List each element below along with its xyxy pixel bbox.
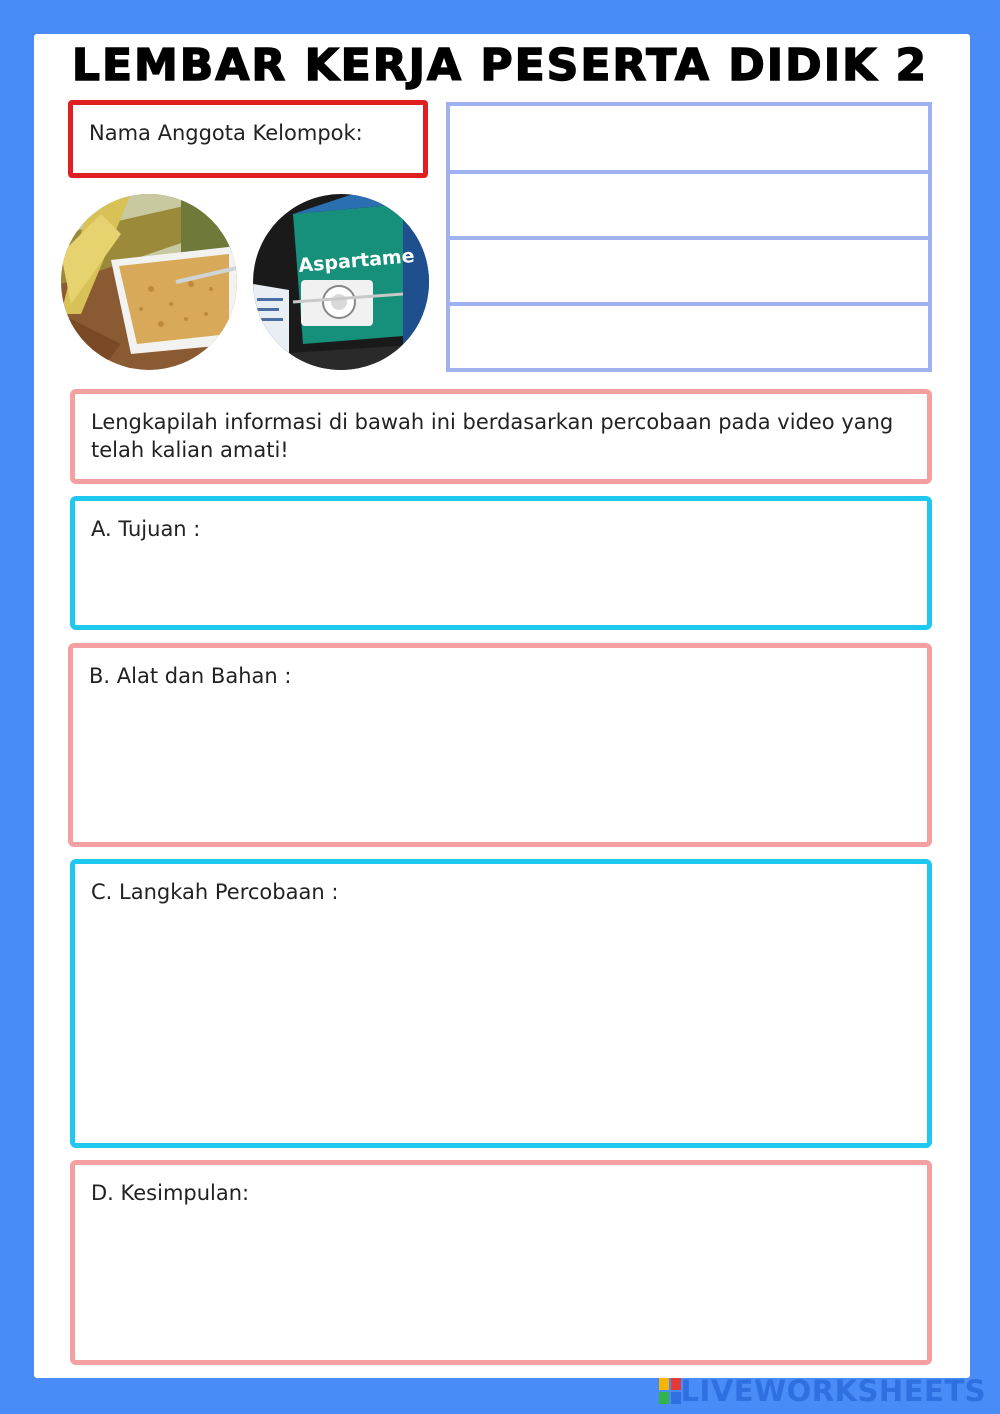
- member-name-field-2[interactable]: [460, 176, 924, 234]
- conclusion-answer-field[interactable]: [89, 1213, 913, 1348]
- aspartame-image: [253, 194, 429, 370]
- group-members-label: Nama Anggota Kelompok:: [89, 121, 363, 145]
- divider: [450, 170, 928, 174]
- section-purpose-label: A. Tujuan :: [91, 517, 201, 541]
- section-tools-materials: [68, 643, 932, 847]
- divider: [450, 236, 928, 240]
- section-procedure-label: C. Langkah Percobaan :: [91, 880, 339, 904]
- liveworksheets-logo: [659, 1374, 986, 1408]
- brown-sugar-image: [61, 194, 237, 370]
- member-name-field-4[interactable]: [460, 308, 924, 366]
- section-conclusion: [70, 1160, 932, 1365]
- section-tools-label: B. Alat dan Bahan :: [89, 664, 292, 688]
- purpose-answer-field[interactable]: [89, 549, 913, 613]
- procedure-answer-field[interactable]: [89, 912, 913, 1131]
- group-members-list: [446, 102, 932, 372]
- liveworksheets-icon: [659, 1378, 681, 1404]
- section-procedure: [70, 859, 932, 1148]
- instruction-box: [70, 389, 932, 484]
- tools-answer-field[interactable]: [87, 696, 913, 830]
- liveworksheets-text: LIVEWORKSHEETS: [680, 1374, 986, 1408]
- member-name-field-1[interactable]: [460, 110, 924, 168]
- instruction-text: Lengkapilah informasi di bawah ini berdasarkan percobaan pada video yang telah kalian amati!: [91, 410, 894, 462]
- section-conclusion-label: D. Kesimpulan:: [91, 1181, 250, 1205]
- aspartame-package-text: Aspartame: [297, 244, 416, 277]
- group-members-label-box: [68, 100, 428, 178]
- member-name-field-3[interactable]: [460, 242, 924, 300]
- divider: [450, 302, 928, 306]
- worksheet-title: LEMBAR KERJA PESERTA DIDIK 2: [71, 40, 929, 91]
- section-purpose: [70, 496, 932, 630]
